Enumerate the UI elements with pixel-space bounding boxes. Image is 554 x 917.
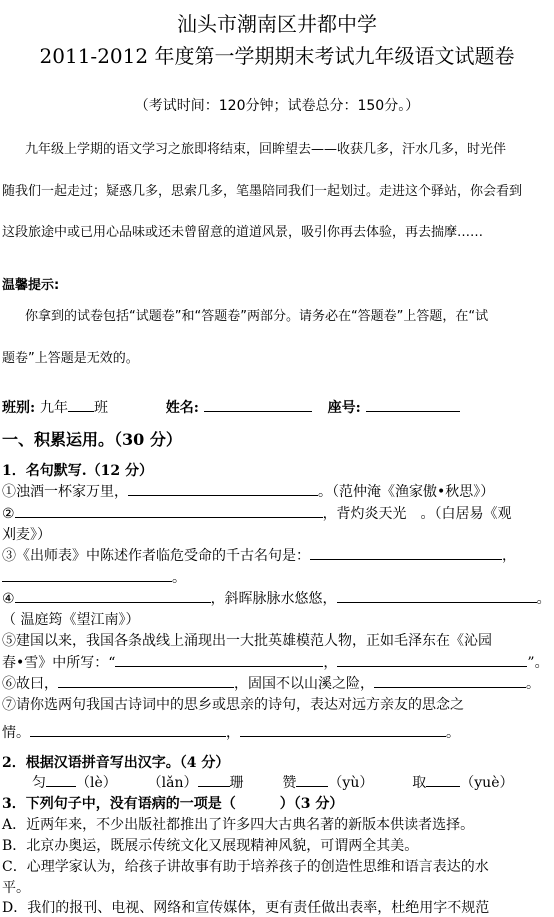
q2-word-1-char: 匀	[32, 775, 46, 791]
tips-heading: 温馨提示:	[2, 278, 60, 293]
q1-item-4-blank-1[interactable]	[15, 590, 211, 603]
q1-item-5-comma: ，	[323, 655, 338, 671]
q1-item-3-text: ③《出师表》中陈述作者临危受命的千古名句是：	[2, 548, 310, 564]
q1-item-4-text: ，斜晖脉脉水悠悠，	[210, 591, 337, 607]
exam-info: （考试时间：120分钟；试卷总分：150分。）	[134, 98, 420, 114]
q3-option-c: C．心理学家认为，给孩子讲故事有助于培养孩子的创造性思维和语言表达的水	[2, 859, 489, 875]
q1-item-6	[2, 673, 540, 693]
q1-item-3-blank-1[interactable]	[310, 547, 502, 560]
school-name: 汕头市潮南区井都中学	[177, 12, 377, 36]
q2-word-1-blank[interactable]	[46, 774, 76, 787]
intro-line-1: 九年级上学期的语文学习之旅即将结束，回眸望去——收获几多，汗水几多，时光伴	[25, 142, 507, 157]
q1-item-1-text: ①浊酒一杯家万里，	[2, 484, 128, 500]
q1-item-5-blank-2[interactable]	[337, 654, 527, 667]
section1-heading: 一、积累运用。（30 分）	[2, 430, 182, 449]
q1-item-5-blank-1[interactable]	[115, 654, 323, 667]
q1-item-7-text: 情。	[2, 725, 30, 741]
q1-item-5-cont	[2, 652, 549, 672]
q2-word-4-char: 取	[412, 775, 427, 791]
q1-item-4-source: （ 温庭筠《望江南》）	[2, 612, 140, 628]
q1-item-5: ⑤建国以来，我国各条战线上涌现出一大批英雄模范人物，正如毛泽东在《沁园	[2, 633, 492, 649]
q2-word-3-pinyin: （yù）	[328, 775, 374, 791]
q3-option-c-cont: 平。	[2, 880, 30, 896]
q3-heading-score: ）（3 分）	[279, 796, 344, 812]
class-suffix: 班	[94, 400, 109, 416]
seat-blank[interactable]	[366, 399, 460, 412]
q1-item-2-blank[interactable]	[15, 505, 323, 518]
tips-line-1: 你拿到的试卷包括“试题卷”和“答题卷”两部分。请务必在“答题卷”上答题，在“试	[25, 309, 489, 324]
class-blank[interactable]	[68, 399, 94, 412]
q1-item-1	[2, 481, 494, 501]
q1-heading: 1．名句默写.（12 分）	[2, 463, 153, 479]
q1-item-4	[2, 588, 551, 608]
q1-item-7-blank-2[interactable]	[240, 724, 446, 737]
intro-line-2: 随我们一起走过；疑惑几多，思索几多，笔墨陪同我们一起划过。走进这个驿站，你会看到	[2, 184, 523, 199]
q1-item-7-period: 。	[446, 725, 460, 741]
q1-item-3-comma: ，	[502, 548, 516, 564]
q1-item-7-blank-1[interactable]	[30, 724, 226, 737]
class-label: 班别:	[2, 400, 36, 416]
q1-item-3-period: 。	[172, 570, 186, 586]
q1-item-6-text: ⑥故曰，	[2, 676, 58, 692]
q1-item-3-blank-2[interactable]	[2, 569, 172, 582]
q1-item-4-num: ④	[2, 591, 15, 607]
exam-title: 2011-2012 年度第一学期期末考试九年级语文试题卷	[39, 44, 515, 68]
q3-heading	[2, 793, 343, 813]
q1-item-4-period: 。	[536, 591, 551, 607]
q1-item-1-source: 。（范仲淹《渔家傲•秋思》）	[318, 484, 495, 500]
q2-word-3-blank[interactable]	[296, 774, 328, 787]
q1-item-5-text: 春•雪》中所写：“	[2, 655, 116, 671]
q2-word-2-char: 珊	[229, 775, 244, 791]
q1-item-7-cont	[2, 722, 460, 742]
q1-item-6-mid: ，固国不以山溪之险，	[234, 676, 374, 692]
name-blank[interactable]	[204, 399, 312, 412]
q1-item-3	[2, 545, 516, 565]
q1-item-1-blank[interactable]	[128, 483, 318, 496]
class-prefix: 九年	[40, 400, 69, 416]
q2-word-2-blank[interactable]	[198, 774, 230, 787]
q3-option-b: B．北京办奥运，既展示传统文化又展现精神风貌，可谓两全其美。	[2, 838, 419, 854]
q1-item-6-blank-2[interactable]	[374, 675, 526, 688]
intro-line-3: 这段旅途中或已用心品味或还未曾留意的道道风景，吸引你再去体验，再去揣摩……	[2, 225, 484, 240]
q3-option-d: D．我们的报刊、电视、网络和宣传媒体，更有责任做出表率，杜绝用字不规范	[2, 900, 490, 916]
seat-label: 座号:	[327, 400, 361, 416]
q1-item-7: ⑦请你选两句我国古诗词中的思乡或思亲的诗句，表达对远方亲友的思念之	[2, 697, 464, 713]
q2-heading: 2．根据汉语拼音写出汉字。（4 分）	[2, 755, 230, 771]
name-label: 姓名:	[165, 400, 199, 416]
q1-item-3-cont	[2, 567, 186, 587]
q1-item-2	[2, 503, 512, 523]
q1-item-6-period: 。	[526, 676, 540, 692]
tips-line-2: 题卷”上答题是无效的。	[2, 351, 139, 366]
q1-item-5-end: ”。	[527, 655, 549, 671]
q1-item-7-comma: ，	[226, 725, 240, 741]
q2-word-1-pinyin: （lè）	[76, 775, 117, 791]
q2-word-4-pinyin: （yuè）	[460, 775, 514, 791]
q1-item-6-blank-1[interactable]	[58, 675, 234, 688]
q2-word-2-pinyin: （lǎn）	[147, 775, 198, 791]
q1-item-4-blank-2[interactable]	[337, 590, 537, 603]
q2-word-4-blank[interactable]	[426, 774, 460, 787]
q2-word-3-char: 赞	[282, 775, 297, 791]
q1-item-2-text: ，背灼炎天光 。（白居易《观	[322, 506, 512, 522]
q3-option-a: A．近两年来，不少出版社都推出了许多四大古典名著的新版本供读者选择。	[2, 817, 475, 833]
q1-item-2-num: ②	[2, 506, 15, 522]
q1-item-2-cont: 刈麦》）	[2, 527, 51, 543]
q3-heading-text: 3．下列句子中，没有语病的一项是（	[2, 796, 236, 812]
q2-words	[32, 772, 513, 792]
student-info-row	[2, 397, 460, 417]
